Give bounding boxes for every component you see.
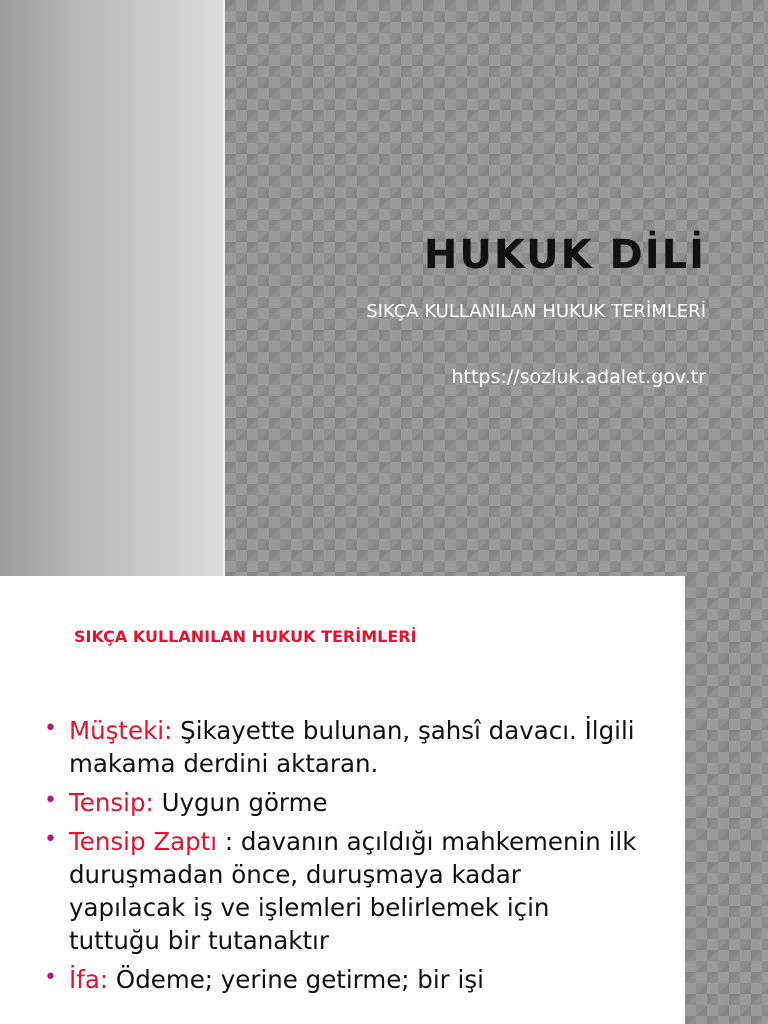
bullet-icon: • <box>44 965 57 990</box>
bullet-icon: • <box>44 788 57 813</box>
term-name: Tensip Zaptı <box>69 827 218 856</box>
source-url: https://sozluk.adalet.gov.tr <box>451 366 706 388</box>
bullet-icon: • <box>44 716 57 741</box>
patterned-panel <box>225 0 768 576</box>
slide-subtitle: SIKÇA KULLANILAN HUKUK TERİMLERİ <box>366 301 706 322</box>
terms-list <box>44 714 644 1002</box>
term-name: Tensip: <box>69 788 154 817</box>
left-gradient-panel <box>0 0 223 576</box>
term-item <box>44 963 644 996</box>
slide-title: HUKUK DİLİ <box>423 232 706 278</box>
term-definition: : davanın açıldığı mahkemenin ilk duruşmadan önce, duruşmaya kadar yapılacak iş ve işlemleri belirlemek için tuttuğu bir tutanaktır <box>69 827 637 955</box>
term-item <box>44 786 644 819</box>
patterned-side-strip <box>685 576 768 1024</box>
bullet-icon: • <box>44 827 57 852</box>
terms-slide <box>0 576 768 1024</box>
term-definition: Uygun görme <box>153 788 328 817</box>
terms-heading: SIKÇA KULLANILAN HUKUK TERİMLERİ <box>74 627 417 646</box>
term-name: İfa: <box>69 965 109 994</box>
term-name: Müşteki: <box>69 716 173 745</box>
term-item <box>44 714 644 780</box>
term-item <box>44 825 644 957</box>
term-definition: Şikayette bulunan, şahsî davacı. İlgili makama derdini aktaran. <box>69 716 635 778</box>
term-definition: Ödeme; yerine getirme; bir işi <box>108 965 484 994</box>
